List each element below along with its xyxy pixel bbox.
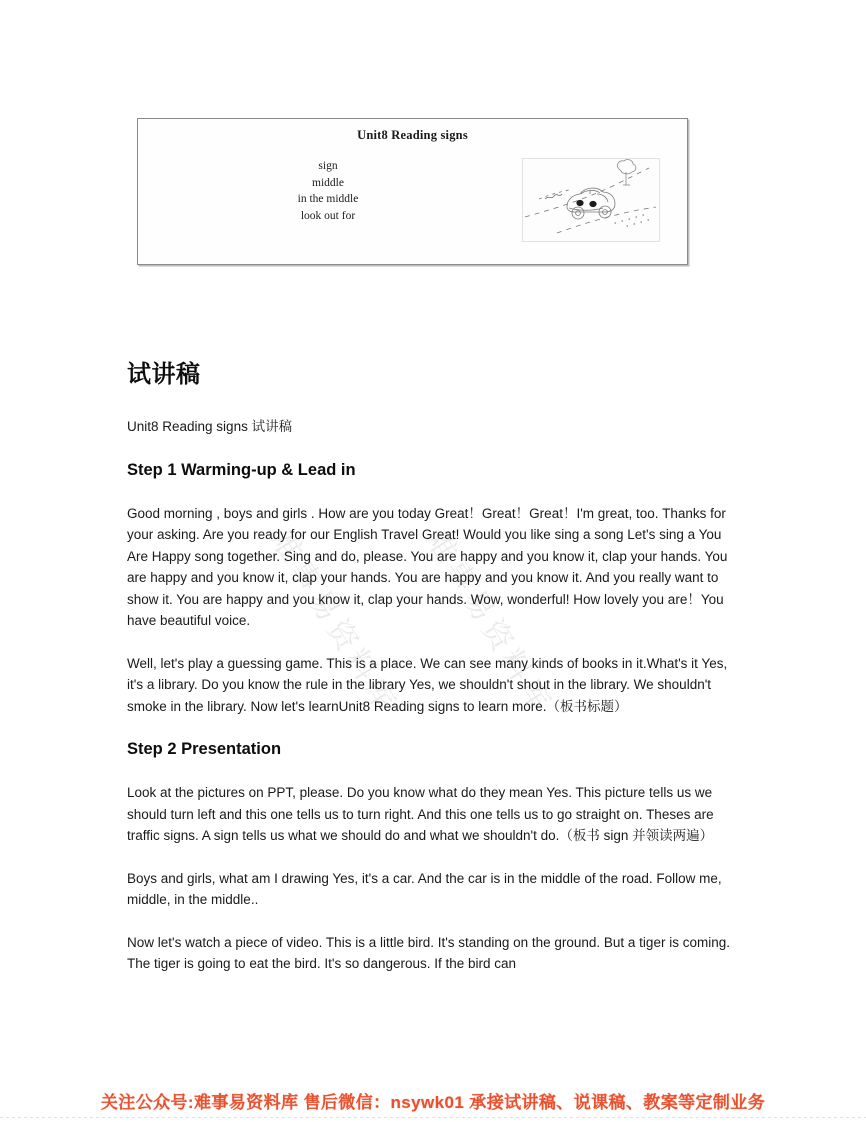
slide-body: [138, 158, 687, 242]
watermark-text-1: 难事易资料库: [264, 524, 404, 721]
section-heading-step1: Step 1 Warming-up & Lead in: [127, 460, 356, 479]
page-title: 试讲稿: [127, 361, 201, 388]
slide-figure-box: [137, 118, 688, 265]
paragraph-step2-1: Look at the pictures on PPT, please. Do you know what do they mean Yes. This picture tells us we should turn left and this one tells us to turn right. And this one tells us to go straight on. Theses are traffic signs. A sign tells us what we should do and what we shouldn't do.（板书 sign 并领读两遍）: [127, 785, 714, 843]
footer-promo-text: 关注公众号:难事易资料库 售后微信：nsywk01 承接试讲稿、说课稿、教案等定制业务: [100, 1093, 766, 1112]
slide-title: Unit8 Reading signs: [357, 128, 468, 142]
slide-word: in the middle: [297, 193, 359, 205]
section-heading-step2: Step 2 Presentation: [127, 740, 282, 758]
paragraph-step2-3: Now let's watch a piece of video. This is a little bird. It's standing on the ground. But a tiger is coming. The tiger is going to eat the bird. It's so dangerous. If the bird can: [127, 934, 730, 971]
slide-word: sign: [318, 160, 338, 172]
slide-word: middle: [312, 176, 344, 189]
footer-promo-banner: [0, 1088, 866, 1113]
watermark-text-2: 难事易资料库: [419, 524, 559, 721]
paragraph-step2-2: Boys and girls, what am I drawing Yes, it's a car. And the car is in the middle of the road. Follow me, middle, in the middle..: [127, 870, 722, 907]
car-drawing-svg: [523, 159, 657, 239]
car-drawing-image: [522, 158, 660, 242]
slide-word: look out for: [300, 209, 356, 222]
document-subtitle: Unit8 Reading signs 试讲稿: [127, 419, 293, 434]
footer-divider: [0, 1117, 866, 1118]
document-body: [127, 360, 739, 996]
paragraph-step1-2: Well, let's play a guessing game. This is a place. We can see many kinds of books in it.What's it Yes, it's a library. Do you know the rule in the library Yes, we shouldn't shout in the library. We shouldn't smoke in the library. Now let's learnUnit8 Reading signs to learn more.（板书标题）: [127, 655, 728, 714]
slide-word-list: [138, 158, 518, 224]
paragraph-step1-1: Good morning , boys and girls . How are you today Great！Great！Great！I'm great, too. Thanks for your asking. Are you ready for our English Travel Great! Would you like sing a song Let's sing a You Are Happy song together. Sing and do, please. You are happy and you know it, clap your hands. You are happy and you know it, clap your hands. You are happy and you know it. And you really want to show it. You are happy and you know it, clap your hands. Wow, wonderful! How lovely you are！You have beautiful voice.: [127, 505, 728, 628]
